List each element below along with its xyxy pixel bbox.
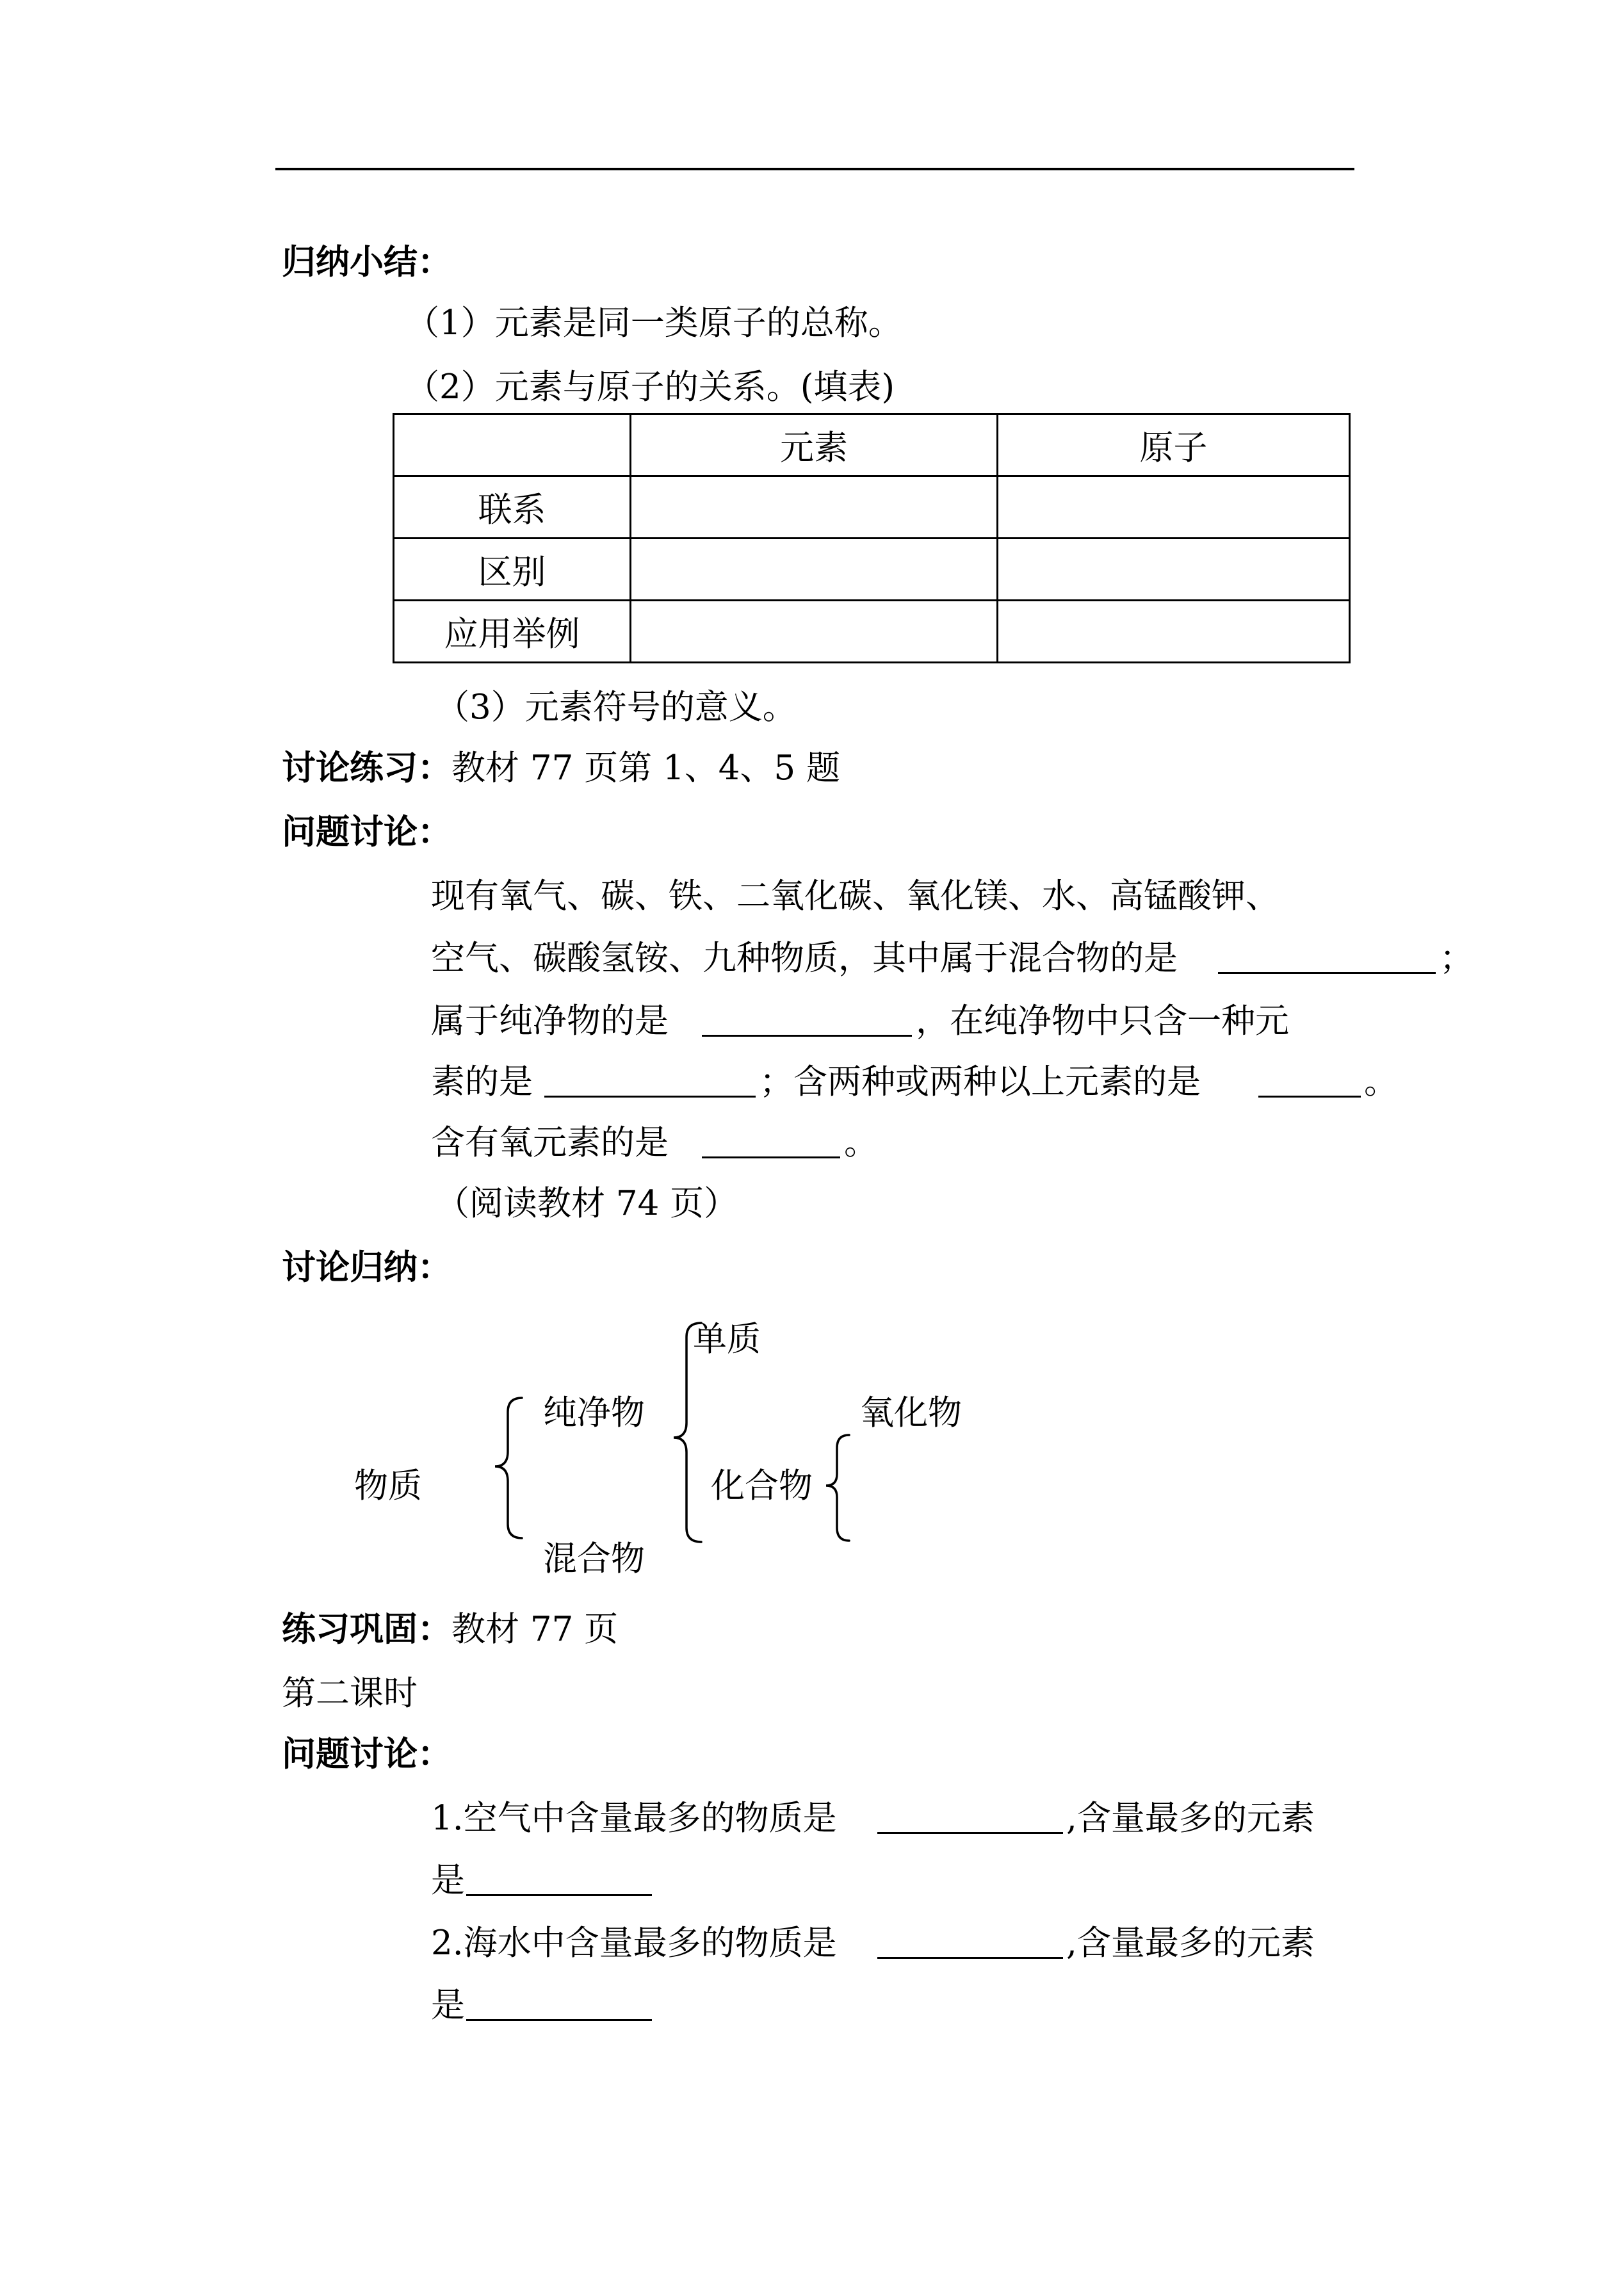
question-1-line-5-end: 。 [844,1123,878,1162]
question-1-line-4: 素的是 [431,1062,533,1101]
diagram-oxide: 氧化物 [860,1393,962,1432]
practice-2-line [282,1609,619,1649]
practice-1-text: 教材 77 页第 1、4、5 题 [451,749,840,788]
question-1-line-3-end: ，在纯净物中只含一种元 [916,1002,1289,1041]
question-1-heading: 问题讨论： [282,812,451,852]
question-2-item-2-cont: 是 [431,1986,465,2025]
summary-item-3: （3）元素符号的意义。 [435,688,797,727]
answer-blank-sea-substance[interactable] [877,1957,1063,1959]
answer-blank-air-element[interactable] [466,1894,652,1896]
diagram-compound: 化合物 [711,1466,813,1505]
practice-2-label: 练习巩固： [282,1609,451,1649]
induction-heading: 讨论归纳： [282,1247,451,1287]
lesson-2-title: 第二课时 [282,1674,418,1713]
summary-item-1: （1）元素是同一类原子的总称。 [405,304,902,343]
question-1-line-3: 属于纯净物的是 [431,1002,669,1041]
table-header-cell: 原子 [998,414,1350,476]
question-1-line-4-mid: ；含两种或两种以上元素的是 [759,1062,1201,1101]
question-1-note: （阅读教材 74 页） [435,1184,738,1223]
question-2-item-1: 1.空气中含量最多的物质是 [431,1799,837,1838]
question-1-line-5: 含有氧元素的是 [431,1123,669,1162]
question-1-line-4-end: 。 [1364,1062,1398,1101]
question-2-item-2: 2.海水中含量最多的物质是 [431,1924,837,1963]
diagram-pure: 纯净物 [543,1393,645,1432]
brace-compound [826,1435,849,1541]
table-row-label: 区别 [394,539,631,601]
summary-heading: 归纳小结： [282,242,451,282]
question-1-line-1: 现有氧气、碳、铁、二氧化碳、氧化镁、水、高锰酸钾、 [431,877,1279,916]
question-1-line-2-end: ； [1440,939,1474,978]
practice-1-label: 讨论练习： [282,748,451,788]
practice-2-text: 教材 77 页 [451,1610,619,1649]
summary-item-2: （2）元素与原子的关系。(填表) [405,368,895,407]
question-2-heading: 问题讨论： [282,1734,451,1774]
question-2-item-1-tail: ,含量最多的元素 [1066,1799,1315,1838]
question-2-item-1-cont: 是 [431,1861,465,1900]
diagram-root: 物质 [354,1466,422,1505]
brace-substance [495,1398,522,1538]
question-1-line-2: 空气、碳酸氢铵、九种物质，其中属于混合物的是 [431,939,1178,978]
table-row-label: 应用举例 [394,601,631,663]
answer-blank-air-substance[interactable] [877,1832,1063,1834]
answer-blank-sea-element[interactable] [466,2019,652,2021]
table-row-label: 联系 [394,476,631,539]
diagram-mixture: 混合物 [543,1539,645,1578]
diagram-element-substance: 单质 [693,1320,761,1359]
table-header-cell: 元素 [631,414,998,476]
question-2-item-2-tail: ,含量最多的元素 [1066,1924,1315,1963]
